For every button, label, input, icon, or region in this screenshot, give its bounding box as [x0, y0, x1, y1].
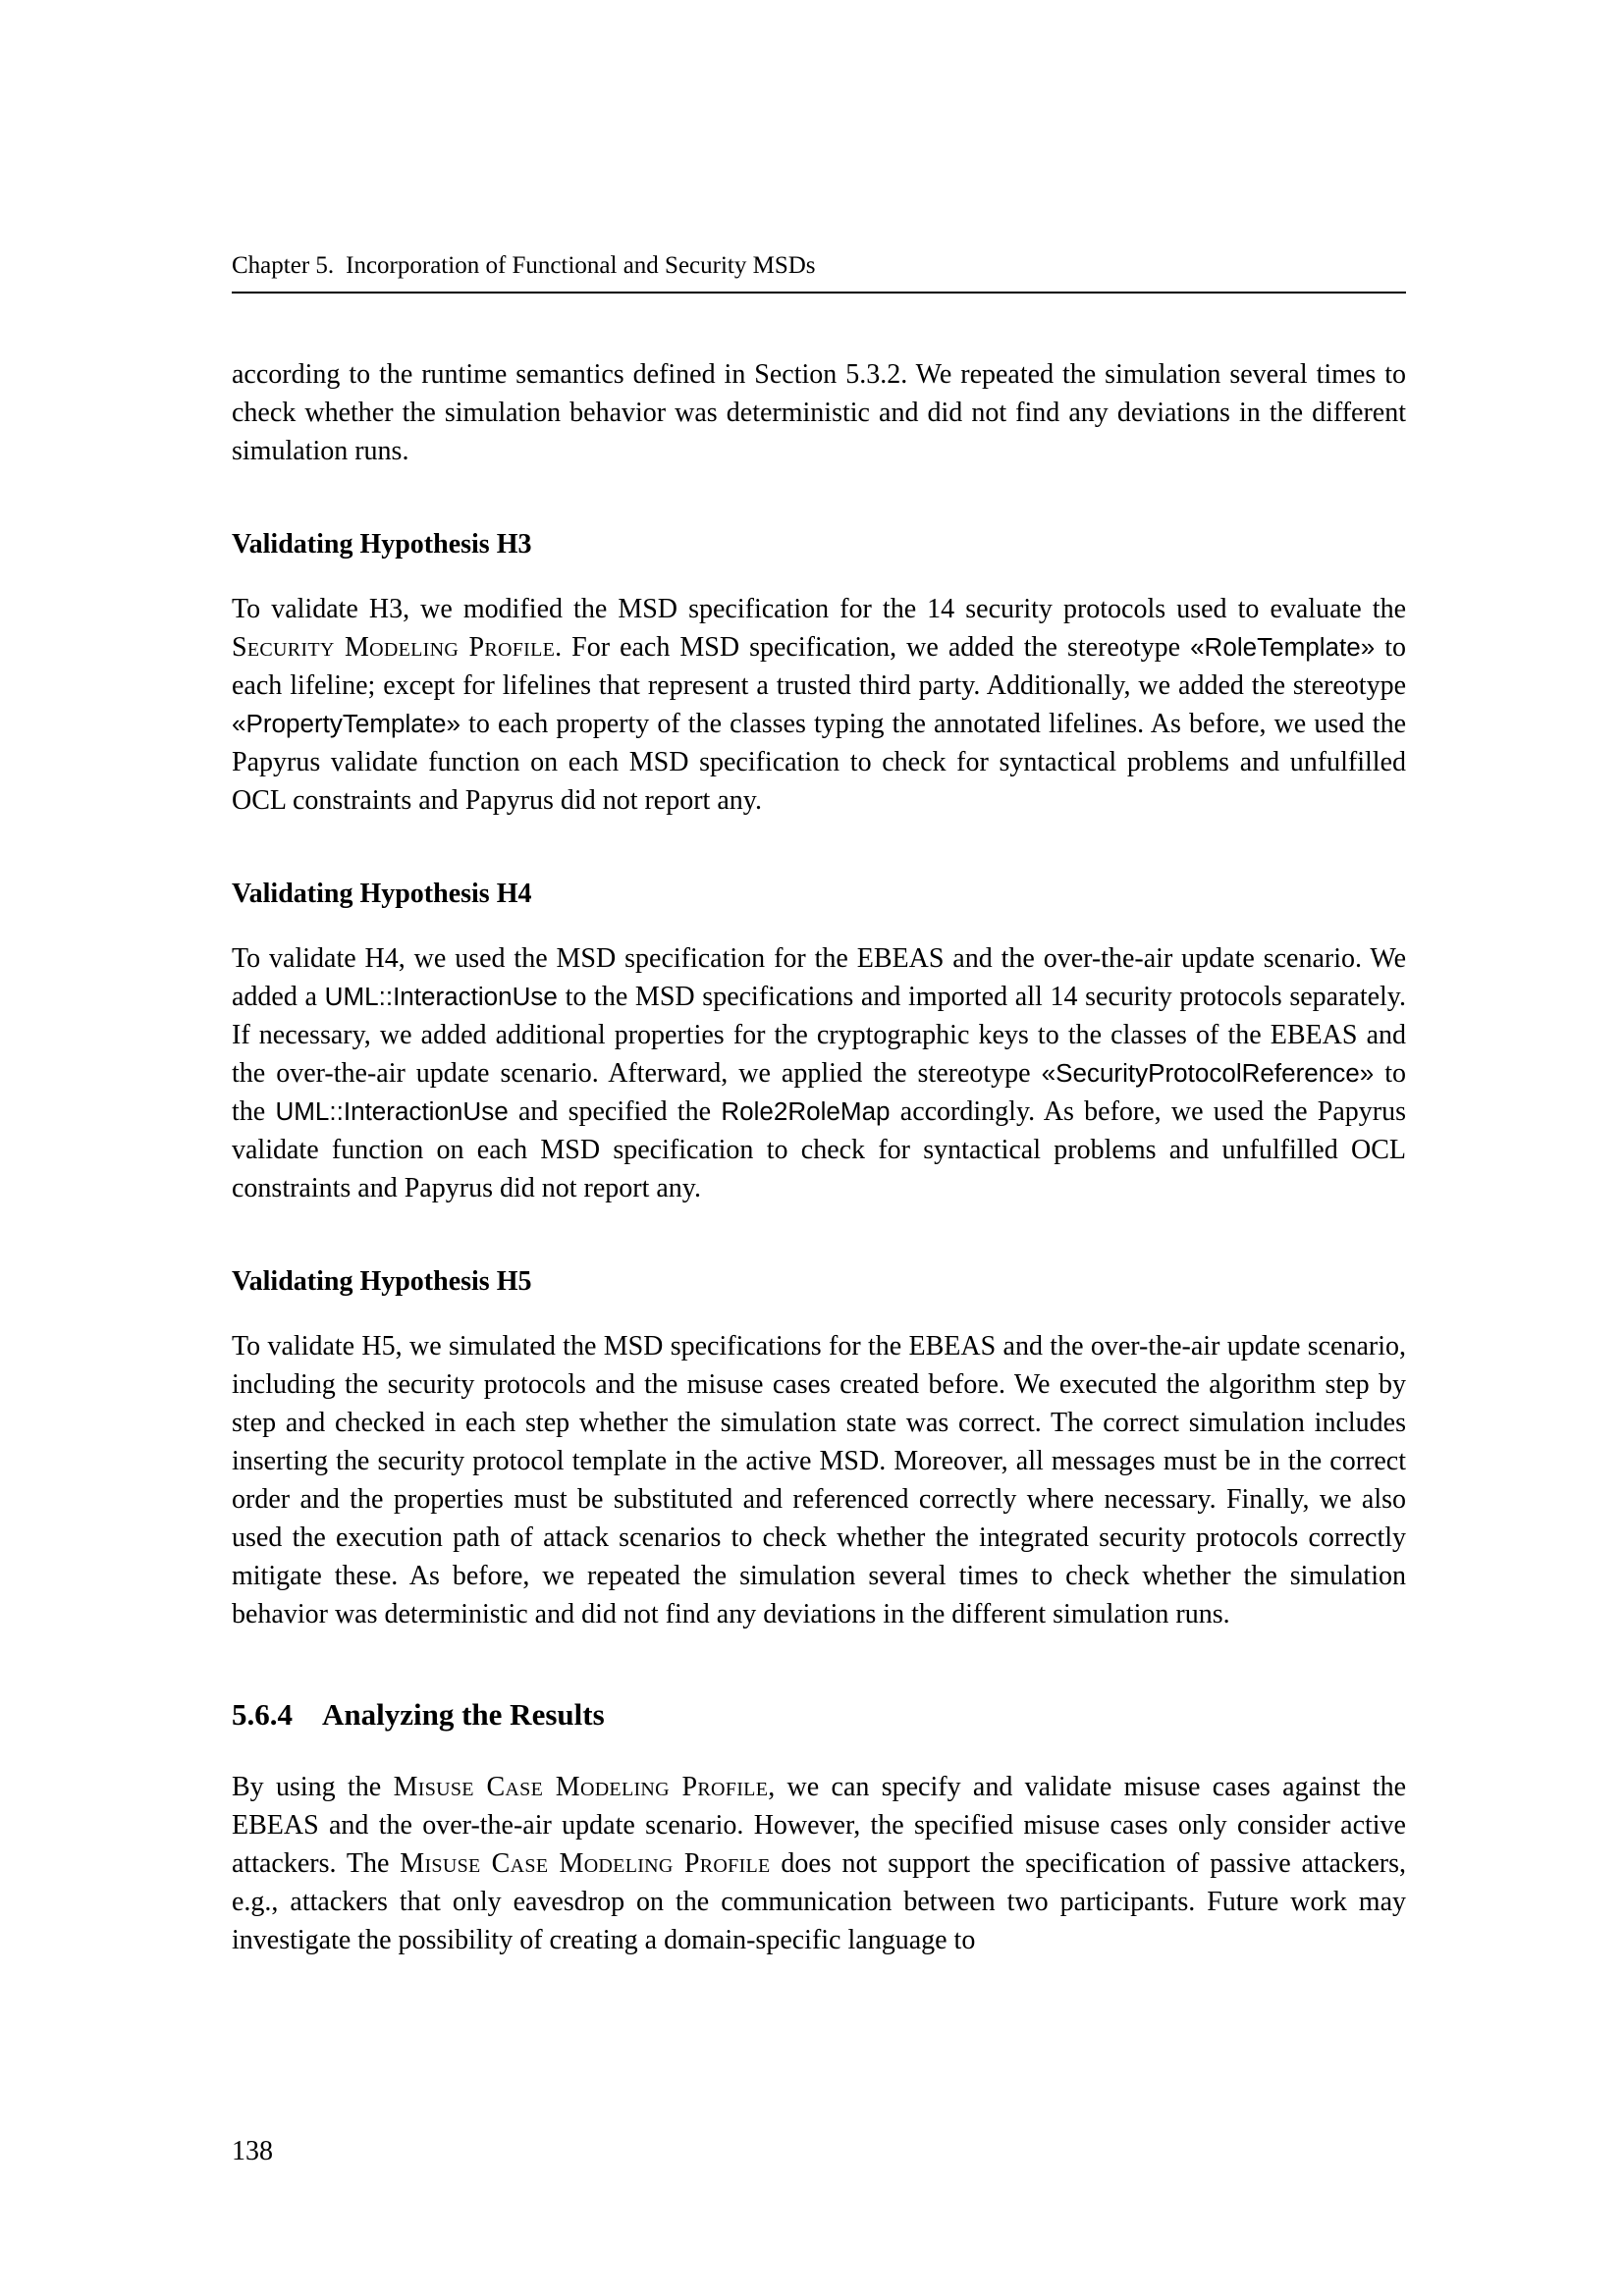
text-run: to the MSD specifications and imported all 14 security protocols separately. If necessary, we added additional properties for the cryptographic keys to the classes of the EBEAS and the over-the-air update scenario. Afterward, we applied the stereotype — [232, 982, 1406, 1089]
chapter-title: Incorporation of Functional and Security MSDs — [346, 252, 816, 279]
code-run: UML::InteractionUse — [275, 1096, 509, 1126]
page-content — [232, 355, 1406, 1959]
text-run: . For each MSD specification, we added the stereotype — [555, 632, 1191, 663]
smallcaps-run: Security Modeling Profile — [232, 632, 556, 663]
text-run: to each property of the classes typing the annotated lifelines. As before, we used the Papyrus validate function on each MSD specification to check for syntactical problems and unfulfilled OCL constraints and Papyrus did not report any. — [232, 709, 1406, 816]
text-run: By using the — [232, 1772, 394, 1802]
text-run: To validate H5, we simulated the MSD specifications for the EBEAS and the over-the-air update scenario, including the security protocols and the misuse cases created before. We executed the algorithm step by step and checked in each step whether the simulation state was correct. The correct simulation includes inserting the security protocol template in the active MSD. Moreover, all messages must be in the correct order and the properties must be substituted and referenced correctly where necessary. Finally, we also used the execution path of attack scenarios to check whether the integrated security protocols correctly mitigate these. As before, we repeated the simulation several times to check whether the simulation behavior was deterministic and did not find any deviations in the different simulation runs. — [232, 1331, 1406, 1629]
chapter-label: Chapter 5. — [232, 252, 335, 279]
section-title: Analyzing the Results — [322, 1697, 605, 1732]
smallcaps-run: Misuse Case Modeling Profile — [393, 1772, 769, 1802]
text-run: To validate H4, we used the MSD specification for the EBEAS and the over-the-air update scenario. We added a — [232, 943, 1406, 1012]
text-run: accordingly. As before, we used the Papyrus validate function on each MSD specification to check for syntactical problems and unfulfilled OCL constraints and Papyrus did not report any. — [232, 1096, 1406, 1203]
section-heading-5-6-4 — [232, 1694, 1406, 1735]
heading-hypothesis-h4: Validating Hypothesis H4 — [232, 879, 532, 909]
smallcaps-run: Misuse Case Modeling Profile — [400, 1848, 771, 1879]
text-run: to the — [232, 1058, 1406, 1127]
code-run: UML::InteractionUse — [324, 982, 558, 1011]
code-run: Role2RoleMap — [721, 1096, 891, 1126]
heading-hypothesis-h5: Validating Hypothesis H5 — [232, 1266, 532, 1297]
running-header — [232, 251, 1406, 294]
page-number: 138 — [232, 2136, 273, 2166]
paragraph-h5 — [232, 1327, 1406, 1633]
section-number: 5.6.4 — [232, 1697, 293, 1732]
stereotype-run: «RoleTemplate» — [1190, 632, 1376, 662]
text-run: and specified the — [508, 1096, 722, 1127]
paragraph-intro — [232, 355, 1406, 470]
stereotype-run: «PropertyTemplate» — [232, 709, 460, 738]
heading-hypothesis-h3: Validating Hypothesis H3 — [232, 529, 532, 560]
stereotype-run: «SecurityProtocolReference» — [1041, 1058, 1375, 1088]
paragraph-analyzing-results — [232, 1768, 1406, 1959]
text-run: according to the runtime semantics defined in Section 5.3.2. We repeated the simulation several times to check whether the simulation behavior was deterministic and did not find any deviations in the different simulation runs. — [232, 359, 1406, 466]
text-run: does not support the specification of passive attackers, e.g., attackers that only eavesdrop on the communication between two participants. Future work may investigate the possibility of creating a domain-specific language to — [232, 1848, 1406, 1955]
paragraph-h3 — [232, 590, 1406, 820]
text-run: To validate H3, we modified the MSD specification for the 14 security protocols used to evaluate the — [232, 594, 1406, 624]
text-run: to each lifeline; except for lifelines that represent a trusted third party. Additionally, we added the stereotype — [232, 632, 1406, 701]
text-run: , we can specify and validate misuse cases against the EBEAS and the over-the-air update scenario. However, the specified misuse cases only consider active attackers. The — [232, 1772, 1406, 1879]
paragraph-h4 — [232, 939, 1406, 1207]
